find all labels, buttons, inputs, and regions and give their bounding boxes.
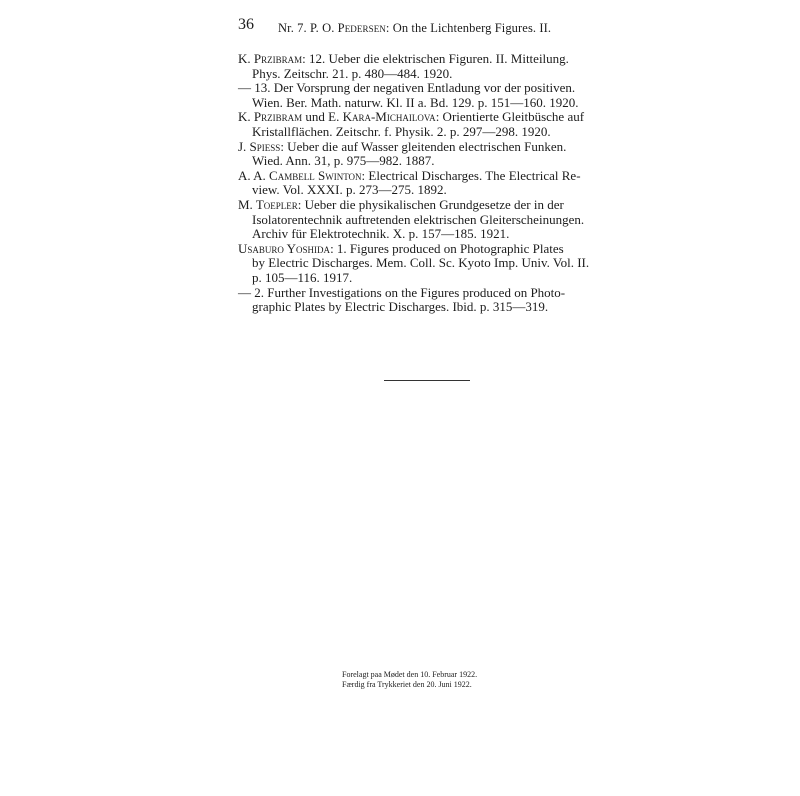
reference-author: Usaburo Yoshida: [238, 240, 331, 256]
reference-author: A. A. Cambell Swinton: [238, 167, 362, 183]
reference-continuation: by Electric Discharges. Mem. Coll. Sc. Kyoto Imp. Univ. Vol. II.: [252, 255, 590, 271]
colophon-presented-line: Forelagt paa Mødet den 10. Februar 1922.: [342, 670, 478, 679]
running-head-prefix: Nr. 7. P. O.: [278, 21, 338, 35]
reference-list: [238, 52, 622, 315]
reference-author: M. Toepler: [238, 196, 298, 212]
reference-entry: [238, 52, 622, 81]
reference-text: : Ueber die physikalischen Grundgesetze der in der: [297, 196, 564, 212]
reference-text: : 12. Ueber die elektrischen Figuren. II. Mitteilung.: [302, 51, 569, 66]
running-head: [278, 21, 551, 36]
running-head-suffix: : On the Lichtenberg Figures. II.: [385, 21, 552, 35]
reference-text: : Ueber die auf Wasser gleitenden electrischen Funken.: [280, 138, 567, 154]
reference-continuation: Phys. Zeitschr. 21. p. 480—484. 1920.: [252, 65, 453, 81]
reference-text: : 1. Figures produced on Photographic Plates: [330, 240, 564, 256]
colophon: [342, 670, 477, 689]
reference-connector: und: [302, 109, 329, 125]
reference-entry: [238, 242, 622, 286]
running-head-author: Pedersen: [337, 21, 386, 35]
reference-author: K. Przibram: [238, 109, 303, 125]
reference-continuation: view. Vol. XXXI. p. 273—275. 1892.: [252, 182, 447, 198]
reference-author: J. Spiess: [238, 138, 281, 154]
colophon-printed-line: Færdig fra Trykkeriet den 20. Juni 1922.: [342, 679, 472, 689]
reference-entry: [238, 198, 622, 242]
reference-entry: [238, 140, 622, 169]
reference-text: — 13. Der Vorsprung der negativen Entladung vor der positiven.: [238, 80, 576, 96]
reference-continuation: Archiv für Elektrotechnik. X. p. 157—185. 1921.: [252, 226, 510, 242]
reference-entry: [238, 81, 622, 110]
reference-continuation: graphic Plates by Electric Discharges. Ibid. p. 315—319.: [252, 299, 549, 315]
reference-author: K. Przibram: [238, 51, 303, 66]
reference-continuation: p. 105—116. 1917.: [252, 269, 353, 285]
reference-continuation: Wied. Ann. 31, p. 975—982. 1887.: [252, 153, 435, 169]
page-header: [238, 16, 618, 40]
reference-coauthor: E. Kara-Michailova: [328, 109, 436, 125]
reference-continuation: Wien. Ber. Math. naturw. Kl. II a. Bd. 129. p. 151—160. 1920.: [252, 94, 579, 110]
reference-text: — 2. Further Investigations on the Figures produced on Photo-: [238, 284, 566, 300]
reference-continuation: Isolatorentechnik auftretenden elektrischen Gleiterscheinungen.: [252, 211, 585, 227]
reference-entry: [238, 169, 622, 198]
reference-entry: [238, 110, 622, 139]
reference-text: : Orientierte Gleitbüsche auf: [435, 109, 585, 125]
reference-text: : Electrical Discharges. The Electrical Re-: [361, 167, 581, 183]
section-separator: [384, 380, 470, 381]
reference-continuation: Kristallflächen. Zeitschr. f. Physik. 2. p. 297—298. 1920.: [252, 123, 551, 139]
reference-entry: [238, 286, 622, 315]
page-number: 36: [238, 16, 254, 33]
